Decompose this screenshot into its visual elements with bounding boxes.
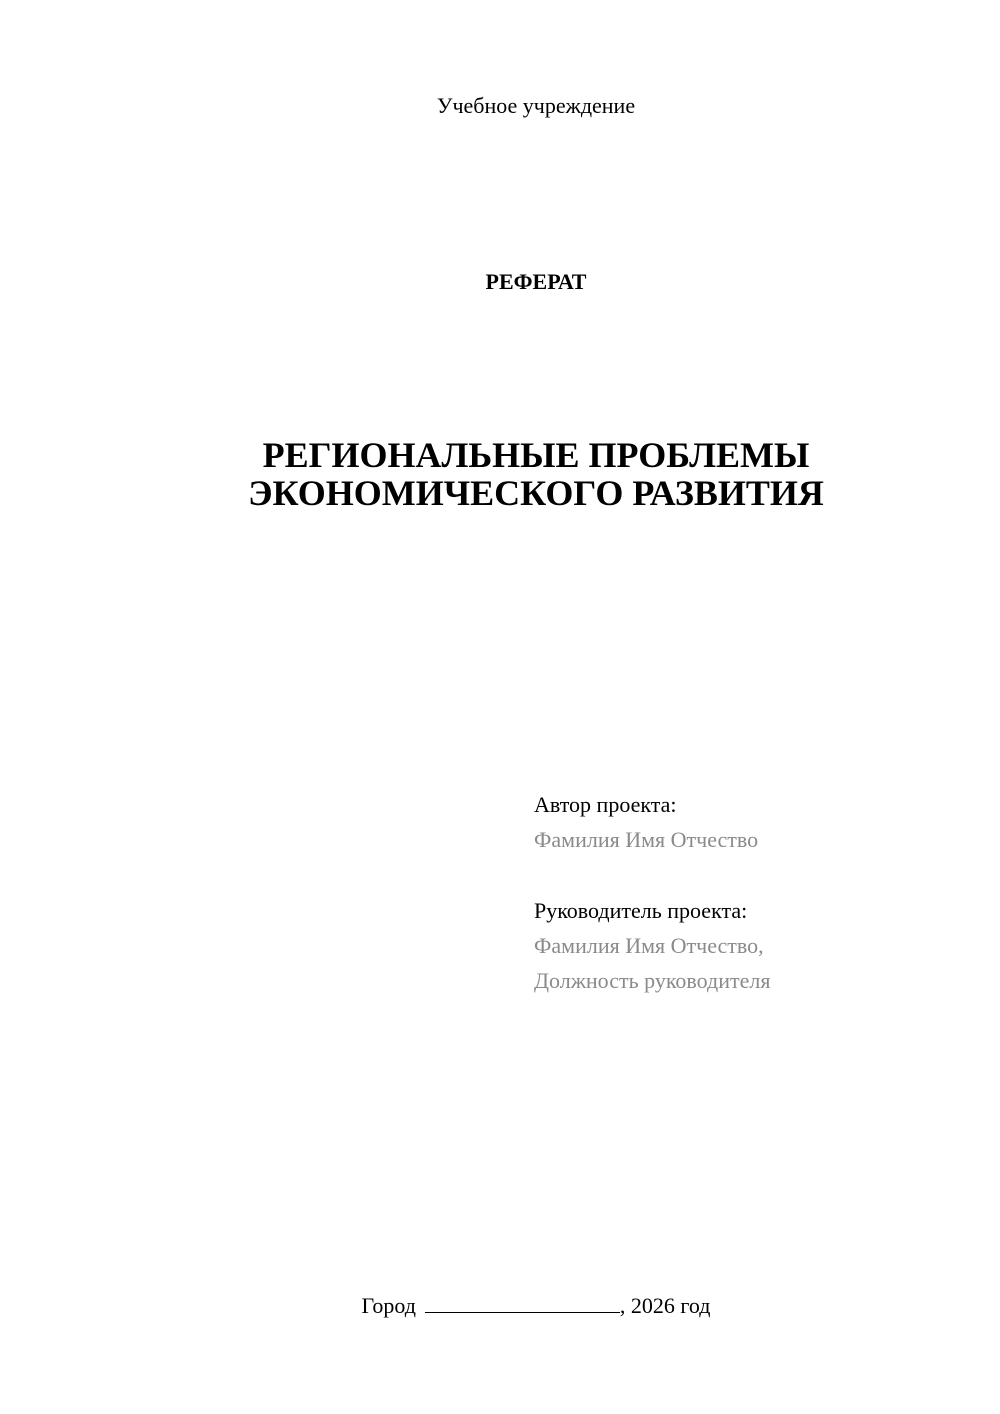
supervisor-position: Должность руководителя — [534, 968, 771, 993]
city-blank-line — [425, 1290, 620, 1313]
spacer — [534, 857, 974, 893]
institution-name: Учебное учреждение — [436, 93, 636, 118]
supervisor-name: Фамилия Имя Отчество, — [534, 933, 764, 958]
author-name: Фамилия Имя Отчество — [534, 827, 759, 852]
year-text: , 2026 год — [619, 1293, 711, 1318]
people-block — [534, 787, 974, 998]
city-label: Город — [361, 1293, 416, 1318]
document-type: РЕФЕРАТ — [485, 269, 587, 294]
title-line-1: РЕГИОНАЛЬНЫЕ ПРОБЛЕМЫ — [262, 435, 810, 475]
city-year-line — [0, 1290, 1000, 1320]
document-title — [0, 436, 1000, 512]
title-line-2: ЭКОНОМИЧЕСКОГО РАЗВИТИЯ — [248, 473, 824, 513]
supervisor-label: Руководитель проекта: — [534, 898, 748, 923]
author-label: Автор проекта: — [534, 792, 677, 817]
